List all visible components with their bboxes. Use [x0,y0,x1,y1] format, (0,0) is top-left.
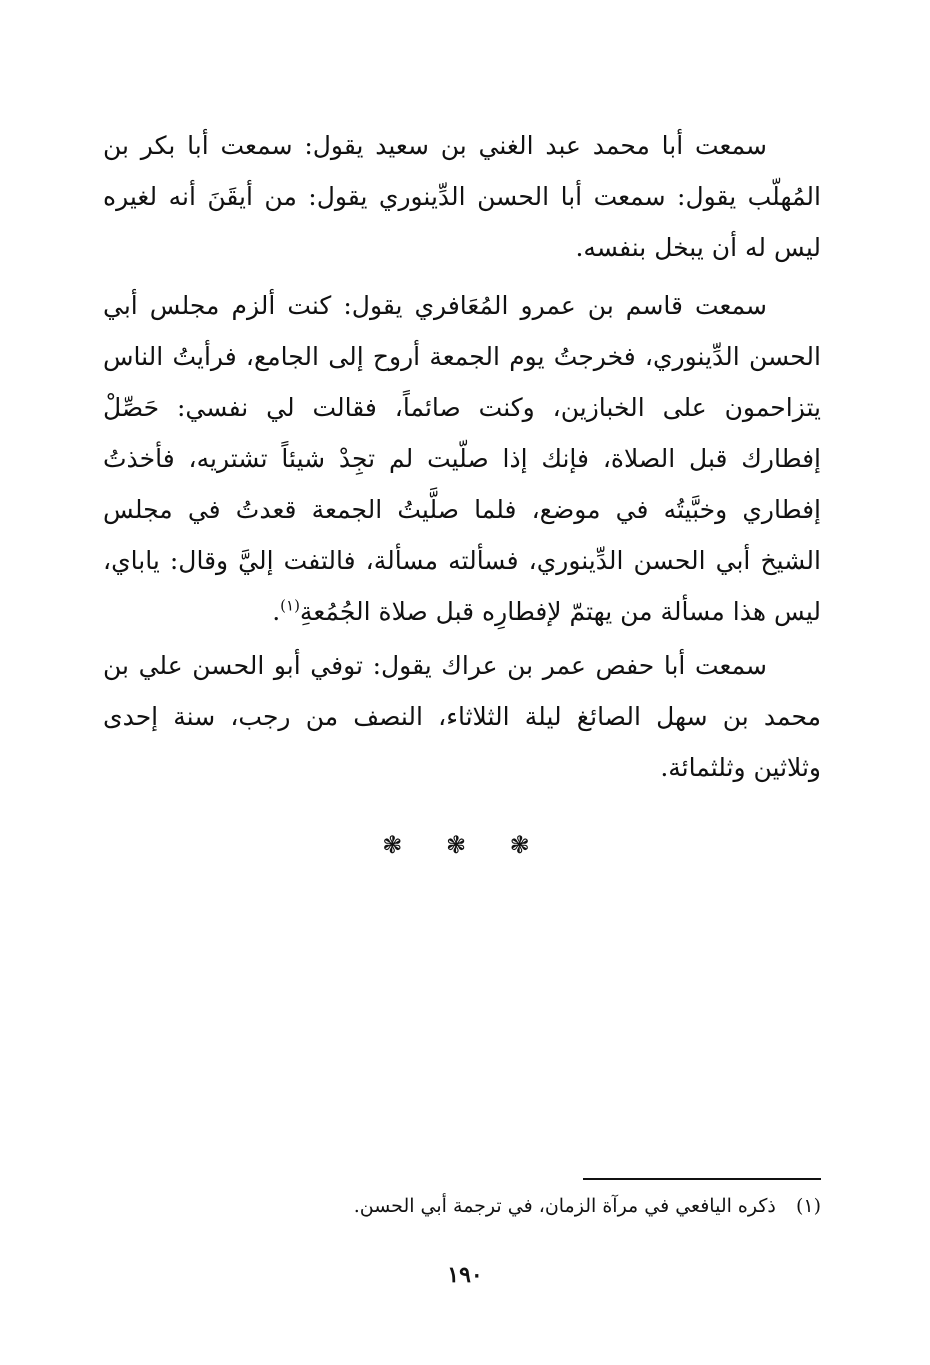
paragraph-2-end: . [272,597,281,626]
paragraph-1 [103,120,821,273]
paragraph-3-text: سمعت أبا حفص عمر بن عراك يقول: توفي أبو الحسن علي بن محمد بن سهل الصائغ ليلة الثلاثاء، النصف من رجب، سنة إحدى وثلاثين وثلثمائة. [103,651,821,782]
paragraph-2 [103,280,821,637]
page-number: ١٩٠ [447,1262,483,1288]
paragraph-2-text: سمعت قاسم بن عمرو المُعَافري يقول: كنت ألزم مجلس أبي الحسن الدِّينوري، فخرجتُ يوم الجمعة أروح إلى الجامع، فرأيتُ الناس يتزاحمون على الخبازين، وكنت صائماً، فقالت لي نفسي: حَصِّلْ إفطارك قبل الصلاة، فإنك إذا صلّيت لم تجِدْ شيئاً تشتريه، فأخذتُ إفطاري وخبَّيتُه في موضع، فلما صلَّيتُ الجمعة قعدتُ في مجلس الشيخ أبي الحسن الدِّينوري، فسألته مسألة، فالتفت إليَّ وقال: ياباي، ليس هذا مسألة من يهتمّ لإفطارِه قبل صلاة الجُمُعةِ [103,291,821,626]
footnote-text: ذكره اليافعي في مرآة الزمان، في ترجمة أبي الحسن. [353,1195,776,1217]
paragraph-3 [103,640,821,793]
section-separator: ❃ ❃ ❃ [382,831,548,859]
paragraph-2-body [103,280,821,637]
footnote-number: (١) [795,1195,821,1217]
footnote-divider [583,1178,821,1180]
footnote-reference: (١) [280,596,300,615]
footnote [103,1188,821,1224]
paragraph-1-text: سمعت أبا محمد عبد الغني بن سعيد يقول: سمعت أبا بكر بن المُهلّب يقول: سمعت أبا الحسن الدِّينوري يقول: من أيقَنَ أنه لغيره ليس له أن يبخل بنفسه. [103,131,821,262]
